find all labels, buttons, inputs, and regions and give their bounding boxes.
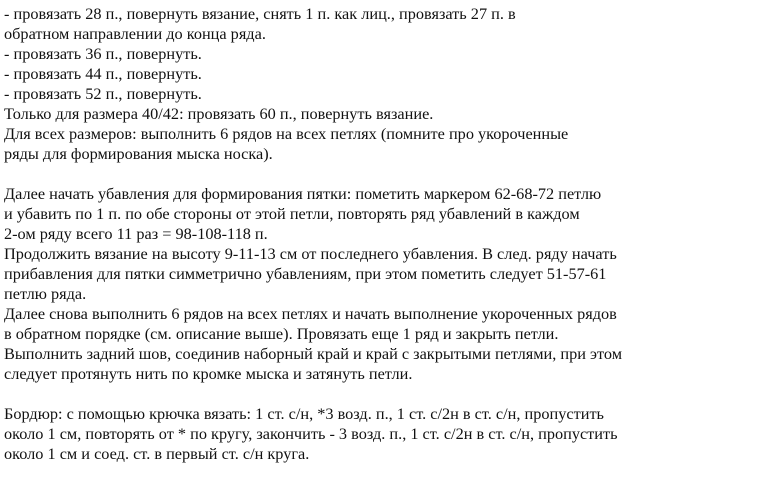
text-line: Только для размера 40/42: провязать 60 п., повернуть вязание. (4, 104, 434, 123)
document-text (4, 4, 754, 464)
text-line: прибавления для пятки симметрично убавлениям, при этом пометить следует 51-57-61 (4, 264, 607, 283)
text-line: в обратном порядке (см. описание выше). Провязать еще 1 ряд и закрыть петли. (4, 324, 559, 343)
blank-line (4, 384, 754, 404)
text-line: Продолжить вязание на высоту 9-11-13 см от последнего убавления. В след. ряду начать (4, 244, 617, 263)
text-line: - провязать 44 п., повернуть. (4, 64, 202, 83)
text-line: Далее начать убавления для формирования пятки: пометить маркером 62-68-72 петлю (4, 184, 602, 203)
text-line: Выполнить задний шов, соединив наборный край и край с закрытыми петлями, при этом (4, 344, 623, 363)
text-line: - провязать 52 п., повернуть. (4, 84, 202, 103)
text-line: следует протянуть нить по кромке мыска и затянуть петли. (4, 364, 413, 383)
text-line: Далее снова выполнить 6 рядов на всех петлях и начать выполнение укороченных рядов (4, 304, 617, 323)
text-line: Для всех размеров: выполнить 6 рядов на всех петлях (помните про укороченные (4, 124, 569, 143)
text-line: около 1 см, повторять от * по кругу, закончить - 3 возд. п., 1 ст. с/2н в ст. с/н, пропустить (4, 424, 618, 443)
text-line: Бордюр: с помощью крючка вязать: 1 ст. с/н, *3 возд. п., 1 ст. с/2н в ст. с/н, пропустить (4, 404, 604, 423)
text-line: - провязать 36 п., повернуть. (4, 44, 202, 63)
text-line: ряды для формирования мыска носка). (4, 144, 273, 163)
text-line: обратном направлении до конца ряда. (4, 24, 266, 43)
text-line: и убавить по 1 п. по обе стороны от этой петли, повторять ряд убавлений в каждом (4, 204, 580, 223)
text-line: петлю ряда. (4, 284, 87, 303)
text-line: - провязать 28 п., повернуть вязание, снять 1 п. как лиц., провязать 27 п. в (4, 4, 516, 23)
text-line: около 1 см и соед. ст. в первый ст. с/н круга. (4, 444, 310, 463)
text-line: 2-ом ряду всего 11 раз = 98-108-118 п. (4, 224, 268, 243)
blank-line (4, 164, 754, 184)
